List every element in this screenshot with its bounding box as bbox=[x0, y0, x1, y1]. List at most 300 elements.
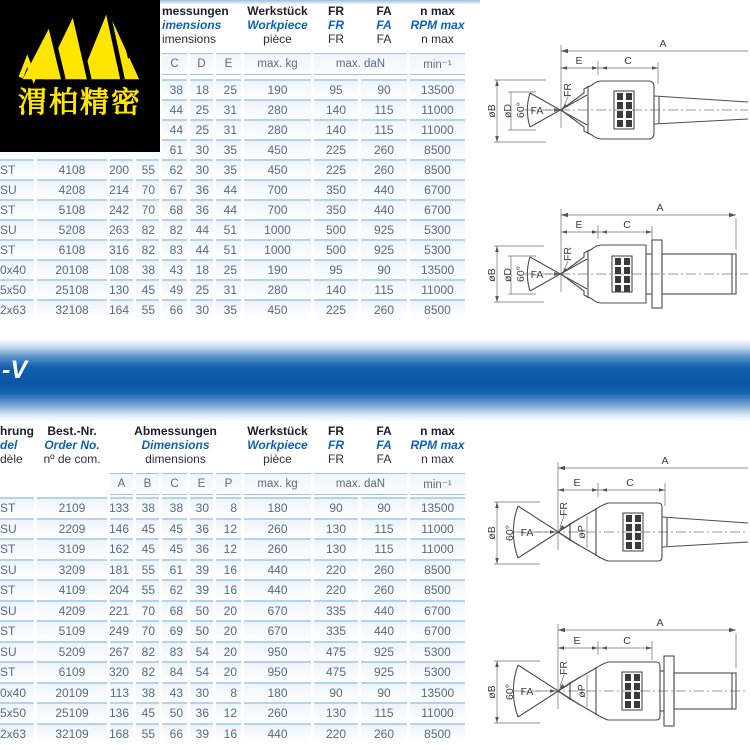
header-en: Workpiece bbox=[247, 18, 308, 32]
cell-dim-4: 54 bbox=[190, 641, 213, 662]
cell-fa-max-dan: 925 bbox=[361, 239, 407, 259]
cell-dim-3: 83 bbox=[162, 641, 187, 662]
fa-force-label: FA bbox=[520, 527, 534, 539]
fa-force-label: FA bbox=[520, 686, 534, 698]
header-de: FR bbox=[328, 4, 344, 18]
subheader-max-kg: max. kg bbox=[244, 53, 311, 75]
cell-dim-5: 16 bbox=[216, 579, 241, 600]
cell-model: ST bbox=[0, 159, 34, 179]
cell-model: ST bbox=[0, 199, 34, 219]
cell-dim-2: 70 bbox=[136, 620, 159, 641]
cell-fa-max-dan: 260 bbox=[361, 139, 407, 159]
cell-dim-2: 55 bbox=[136, 723, 159, 744]
table-row bbox=[0, 538, 468, 559]
header-fr: dimensions bbox=[145, 452, 206, 466]
cell-dim-5: 8 bbox=[216, 497, 241, 518]
cell-dim-2: 55 bbox=[136, 159, 159, 179]
header-de: Werkstück bbox=[247, 424, 308, 438]
table-row bbox=[0, 702, 468, 723]
brand-logo bbox=[0, 0, 160, 152]
cell-fr-max-dan: 335 bbox=[314, 620, 358, 641]
cell-fr-max-dan: 220 bbox=[314, 579, 358, 600]
cell-fa-max-dan: 260 bbox=[361, 723, 407, 744]
cell-fa-max-dan: 925 bbox=[361, 661, 407, 682]
cell-dim-5: 8 bbox=[216, 682, 241, 703]
subheader-blank bbox=[0, 473, 34, 495]
header-de: FR bbox=[328, 424, 344, 438]
cell-dim-3: 49 bbox=[162, 279, 187, 299]
cell-fr-max-dan: 130 bbox=[314, 702, 358, 723]
table-body bbox=[0, 497, 468, 743]
cell-dim-1: 267 bbox=[110, 641, 133, 662]
column-header-fr bbox=[314, 4, 358, 50]
cell-dim-1: 113 bbox=[110, 682, 133, 703]
dimension-label-a: A bbox=[659, 38, 667, 50]
header-en: FR bbox=[328, 438, 344, 452]
subheader-min: min⁻¹ bbox=[410, 53, 465, 75]
cell-dim-4: 18 bbox=[190, 79, 213, 99]
cell-model: 2x63 bbox=[0, 723, 34, 744]
cell-dim-1: 242 bbox=[110, 199, 133, 219]
cell-dim-5: 16 bbox=[216, 559, 241, 580]
cell-fr-max-dan: 90 bbox=[314, 497, 358, 518]
column-header-nmax bbox=[410, 4, 465, 50]
cell-n-max: 13500 bbox=[410, 259, 465, 279]
dimension-label-ob: øB bbox=[486, 104, 498, 118]
cell-dim-2: 45 bbox=[136, 518, 159, 539]
dimension-label-op: øP bbox=[576, 525, 588, 539]
cell-dim-3: 67 bbox=[162, 179, 187, 199]
cell-dim-4: 36 bbox=[190, 538, 213, 559]
cell-dim-5: 25 bbox=[216, 259, 241, 279]
cell-model: 5x50 bbox=[0, 279, 34, 299]
cell-dim-2: 82 bbox=[136, 661, 159, 682]
table-row bbox=[0, 497, 468, 518]
cell-workpiece-max-kg: 280 bbox=[244, 99, 311, 119]
cell-fr-max-dan: 335 bbox=[314, 600, 358, 621]
cell-dim-1: 204 bbox=[110, 579, 133, 600]
cell-dim-5: 20 bbox=[216, 641, 241, 662]
cell-model: 0x40 bbox=[0, 259, 34, 279]
cell-n-max: 6700 bbox=[410, 620, 465, 641]
cell-dim-3: 61 bbox=[162, 559, 187, 580]
series-banner bbox=[0, 340, 750, 422]
cell-dim-3: 68 bbox=[162, 600, 187, 621]
header-en: Dimensions bbox=[141, 438, 210, 452]
table-row bbox=[0, 259, 468, 279]
cell-model: ST bbox=[0, 239, 34, 259]
cell-n-max: 11000 bbox=[410, 518, 465, 539]
cell-order: 5108 bbox=[37, 199, 107, 219]
dimension-label-e: E bbox=[575, 55, 583, 67]
cell-dim-2: 70 bbox=[136, 179, 159, 199]
dimension-label-od: øD bbox=[502, 104, 514, 118]
cell-dim-5: 16 bbox=[216, 723, 241, 744]
series-banner-label: -V bbox=[2, 356, 27, 384]
table-row bbox=[0, 641, 468, 662]
cell-n-max: 5300 bbox=[410, 661, 465, 682]
header-fr: FR bbox=[328, 32, 344, 46]
subheader-dim: B bbox=[136, 473, 159, 495]
angle-label: 60° bbox=[504, 525, 516, 541]
cell-fr-max-dan: 95 bbox=[314, 259, 358, 279]
column-header-workpiece bbox=[244, 424, 311, 470]
cell-model: 0x40 bbox=[0, 682, 34, 703]
cell-workpiece-max-kg: 180 bbox=[244, 682, 311, 703]
cell-dim-3: 44 bbox=[162, 99, 187, 119]
cell-n-max: 8500 bbox=[410, 723, 465, 744]
cell-workpiece-max-kg: 450 bbox=[244, 159, 311, 179]
cell-dim-4: 44 bbox=[190, 219, 213, 239]
cell-dim-5: 51 bbox=[216, 239, 241, 259]
table-row bbox=[0, 279, 468, 299]
cell-order: 20108 bbox=[37, 259, 107, 279]
cell-dim-1: 221 bbox=[110, 600, 133, 621]
cell-order: 5209 bbox=[37, 641, 107, 662]
cell-dim-1: 181 bbox=[110, 559, 133, 580]
cell-dim-5: 12 bbox=[216, 702, 241, 723]
subheader-dim: C bbox=[162, 473, 187, 495]
cell-dim-5: 31 bbox=[216, 119, 241, 139]
cell-dim-3: 84 bbox=[162, 661, 187, 682]
header-en: Order No. bbox=[44, 438, 100, 452]
table-row bbox=[0, 199, 468, 219]
subheader-dim: P bbox=[216, 473, 241, 495]
header-en: Workpiece bbox=[247, 438, 308, 452]
brand-name: 渭柏精密 bbox=[17, 87, 142, 119]
cell-workpiece-max-kg: 260 bbox=[244, 538, 311, 559]
cell-dim-5: 31 bbox=[216, 279, 241, 299]
cell-dim-4: 54 bbox=[190, 661, 213, 682]
dimension-label-c: C bbox=[626, 477, 634, 489]
cell-dim-5: 44 bbox=[216, 199, 241, 219]
table-row bbox=[0, 219, 468, 239]
fr-force-label: FR bbox=[558, 502, 570, 516]
cell-order: 32108 bbox=[37, 299, 107, 319]
cell-dim-4: 30 bbox=[190, 139, 213, 159]
subheader-dim: D bbox=[190, 53, 213, 75]
cell-fr-max-dan: 130 bbox=[314, 538, 358, 559]
header-fr: pièce bbox=[263, 32, 292, 46]
cell-fa-max-dan: 260 bbox=[361, 579, 407, 600]
cell-workpiece-max-kg: 1000 bbox=[244, 239, 311, 259]
cell-n-max: 5300 bbox=[410, 641, 465, 662]
header-de: messungen bbox=[162, 4, 229, 18]
cell-dim-5: 35 bbox=[216, 139, 241, 159]
cell-workpiece-max-kg: 180 bbox=[244, 497, 311, 518]
cell-workpiece-max-kg: 450 bbox=[244, 299, 311, 319]
cell-fa-max-dan: 90 bbox=[361, 259, 407, 279]
cell-order: 20109 bbox=[37, 682, 107, 703]
cell-workpiece-max-kg: 670 bbox=[244, 600, 311, 621]
dimension-label-a: A bbox=[656, 202, 664, 214]
column-header-fa bbox=[361, 4, 407, 50]
cell-dim-2: 38 bbox=[136, 259, 159, 279]
cell-model: SU bbox=[0, 559, 34, 580]
cell-dim-4: 36 bbox=[190, 518, 213, 539]
table-row bbox=[0, 559, 468, 580]
cell-fa-max-dan: 90 bbox=[361, 682, 407, 703]
cell-fa-max-dan: 440 bbox=[361, 179, 407, 199]
cell-order: 32109 bbox=[37, 723, 107, 744]
cell-n-max: 6700 bbox=[410, 179, 465, 199]
fa-force-label: FA bbox=[530, 105, 544, 117]
cell-workpiece-max-kg: 950 bbox=[244, 661, 311, 682]
cell-dim-5: 20 bbox=[216, 620, 241, 641]
cell-fr-max-dan: 140 bbox=[314, 99, 358, 119]
header-fr: imensions bbox=[162, 32, 217, 46]
cell-n-max: 8500 bbox=[410, 159, 465, 179]
cell-n-max: 11000 bbox=[410, 702, 465, 723]
cell-dim-5: 25 bbox=[216, 79, 241, 99]
cell-n-max: 11000 bbox=[410, 99, 465, 119]
cell-dim-1: 130 bbox=[110, 279, 133, 299]
cell-dim-3: 68 bbox=[162, 199, 187, 219]
cell-dim-1: 249 bbox=[110, 620, 133, 641]
cell-dim-4: 30 bbox=[190, 682, 213, 703]
cell-order: 6108 bbox=[37, 239, 107, 259]
subheader-blank bbox=[37, 473, 107, 495]
cell-dim-3: 43 bbox=[162, 682, 187, 703]
header-en: FA bbox=[376, 438, 392, 452]
cell-dim-1: 133 bbox=[110, 497, 133, 518]
cell-dim-2: 45 bbox=[136, 279, 159, 299]
subheader-dim: C bbox=[162, 53, 187, 75]
cell-order: 25108 bbox=[37, 279, 107, 299]
header-de: hrung bbox=[0, 424, 34, 438]
angle-label: 60° bbox=[515, 102, 527, 118]
table-header bbox=[0, 424, 468, 470]
cell-dim-5: 44 bbox=[216, 179, 241, 199]
table-row bbox=[0, 723, 468, 744]
cell-order: 5208 bbox=[37, 219, 107, 239]
header-en: del bbox=[0, 438, 18, 452]
table-row bbox=[0, 518, 468, 539]
cell-order: 3109 bbox=[37, 538, 107, 559]
cell-model: ST bbox=[0, 661, 34, 682]
header-fr: n max bbox=[421, 452, 454, 466]
cell-n-max: 6700 bbox=[410, 199, 465, 219]
cell-fa-max-dan: 115 bbox=[361, 279, 407, 299]
column-header-order bbox=[37, 424, 107, 470]
cell-dim-3: 45 bbox=[162, 518, 187, 539]
cell-n-max: 13500 bbox=[410, 682, 465, 703]
header-fr: FA bbox=[376, 32, 392, 46]
header-fr: pièce bbox=[263, 452, 292, 466]
cell-model: SU bbox=[0, 219, 34, 239]
cell-dim-3: 66 bbox=[162, 299, 187, 319]
cell-fr-max-dan: 500 bbox=[314, 239, 358, 259]
cell-dim-1: 146 bbox=[110, 518, 133, 539]
cell-dim-4: 44 bbox=[190, 239, 213, 259]
cell-dim-5: 20 bbox=[216, 661, 241, 682]
table-row bbox=[0, 661, 468, 682]
cell-fr-max-dan: 220 bbox=[314, 723, 358, 744]
cell-fr-max-dan: 350 bbox=[314, 179, 358, 199]
cell-workpiece-max-kg: 260 bbox=[244, 518, 311, 539]
cell-dim-4: 18 bbox=[190, 259, 213, 279]
fr-force-label: FR bbox=[562, 83, 574, 97]
cell-n-max: 5300 bbox=[410, 219, 465, 239]
cell-dim-5: 51 bbox=[216, 219, 241, 239]
cell-dim-4: 30 bbox=[190, 497, 213, 518]
cell-dim-2: 82 bbox=[136, 219, 159, 239]
cell-workpiece-max-kg: 440 bbox=[244, 579, 311, 600]
header-en: RPM max bbox=[410, 18, 465, 32]
cell-dim-3: 69 bbox=[162, 620, 187, 641]
cell-dim-4: 25 bbox=[190, 99, 213, 119]
header-de: Werkstück bbox=[247, 4, 308, 18]
cell-fa-max-dan: 440 bbox=[361, 620, 407, 641]
cell-fa-max-dan: 90 bbox=[361, 79, 407, 99]
cell-dim-1: 263 bbox=[110, 219, 133, 239]
cell-workpiece-max-kg: 280 bbox=[244, 119, 311, 139]
cell-dim-3: 50 bbox=[162, 702, 187, 723]
cell-dim-3: 45 bbox=[162, 538, 187, 559]
cell-n-max: 5300 bbox=[410, 239, 465, 259]
subheader-max-kg: max. kg bbox=[244, 473, 311, 495]
cell-dim-3: 44 bbox=[162, 119, 187, 139]
cell-n-max: 8500 bbox=[410, 139, 465, 159]
header-de: Abmessungen bbox=[134, 424, 217, 438]
cell-order: 4209 bbox=[37, 600, 107, 621]
dimension-label-e: E bbox=[573, 477, 581, 489]
cell-fr-max-dan: 475 bbox=[314, 661, 358, 682]
table-subheader bbox=[0, 473, 468, 495]
dimension-label-op: øP bbox=[576, 684, 588, 698]
header-en: FR bbox=[328, 18, 344, 32]
cell-fr-max-dan: 140 bbox=[314, 279, 358, 299]
subheader-max-dan: max. daN bbox=[314, 53, 407, 75]
cell-fa-max-dan: 90 bbox=[361, 497, 407, 518]
dimension-label-c: C bbox=[623, 635, 631, 647]
subheader-dim: A bbox=[110, 473, 133, 495]
cell-dim-1: 316 bbox=[110, 239, 133, 259]
cell-n-max: 11000 bbox=[410, 279, 465, 299]
cell-dim-1: 164 bbox=[110, 299, 133, 319]
column-header-fr bbox=[314, 424, 358, 470]
cell-n-max: 11000 bbox=[410, 538, 465, 559]
cell-dim-1: 162 bbox=[110, 538, 133, 559]
header-fr: nº de com. bbox=[43, 452, 101, 466]
header-fr: FR bbox=[328, 452, 344, 466]
fr-force-label: FR bbox=[558, 661, 570, 675]
cell-dim-2: 82 bbox=[136, 239, 159, 259]
column-header-dimensions bbox=[110, 424, 241, 470]
column-header-nmax bbox=[410, 424, 465, 470]
cell-fr-max-dan: 140 bbox=[314, 119, 358, 139]
header-de: FA bbox=[376, 4, 392, 18]
angle-label: 60° bbox=[504, 684, 516, 700]
cell-fr-max-dan: 95 bbox=[314, 79, 358, 99]
column-header-model bbox=[0, 424, 34, 470]
cell-dim-4: 30 bbox=[190, 299, 213, 319]
table-row bbox=[0, 159, 468, 179]
cell-dim-5: 20 bbox=[216, 600, 241, 621]
fa-force-label: FA bbox=[530, 269, 544, 281]
header-en: RPM max bbox=[410, 438, 465, 452]
cell-dim-3: 66 bbox=[162, 723, 187, 744]
cell-dim-1: 214 bbox=[110, 179, 133, 199]
cell-model: ST bbox=[0, 497, 34, 518]
cell-fr-max-dan: 350 bbox=[314, 199, 358, 219]
cell-model: SU bbox=[0, 600, 34, 621]
dimension-label-a: A bbox=[656, 617, 664, 629]
cell-order: 3209 bbox=[37, 559, 107, 580]
subheader-min: min⁻¹ bbox=[410, 473, 465, 495]
cell-fa-max-dan: 115 bbox=[361, 538, 407, 559]
cell-dim-4: 30 bbox=[190, 159, 213, 179]
cell-dim-3: 38 bbox=[162, 79, 187, 99]
cell-dim-4: 25 bbox=[190, 119, 213, 139]
cell-dim-2: 45 bbox=[136, 538, 159, 559]
dimension-label-ob: øB bbox=[486, 685, 498, 699]
cell-dim-3: 82 bbox=[162, 219, 187, 239]
cell-dim-4: 36 bbox=[190, 179, 213, 199]
cell-order: 25109 bbox=[37, 702, 107, 723]
cell-order: 4108 bbox=[37, 159, 107, 179]
cell-model: 2x63 bbox=[0, 299, 34, 319]
technical-drawing-flange-shank bbox=[480, 192, 750, 337]
cell-dim-3: 62 bbox=[162, 579, 187, 600]
dimension-label-e: E bbox=[575, 219, 583, 231]
table-row bbox=[0, 579, 468, 600]
cell-fr-max-dan: 90 bbox=[314, 682, 358, 703]
header-de: Best.-Nr. bbox=[47, 424, 97, 438]
cell-n-max: 13500 bbox=[410, 497, 465, 518]
cell-workpiece-max-kg: 280 bbox=[244, 279, 311, 299]
header-en: imensions bbox=[162, 18, 222, 32]
dimension-label-ob: øB bbox=[486, 268, 498, 282]
dimension-label-od: øD bbox=[502, 268, 514, 282]
cell-dim-1: 136 bbox=[110, 702, 133, 723]
cell-workpiece-max-kg: 440 bbox=[244, 723, 311, 744]
cell-order: 2209 bbox=[37, 518, 107, 539]
cell-dim-1: 168 bbox=[110, 723, 133, 744]
cell-fr-max-dan: 220 bbox=[314, 559, 358, 580]
header-fr: FA bbox=[376, 452, 392, 466]
dimension-label-a: A bbox=[661, 455, 669, 467]
cell-dim-4: 39 bbox=[190, 559, 213, 580]
cell-dim-4: 39 bbox=[190, 723, 213, 744]
cell-fr-max-dan: 500 bbox=[314, 219, 358, 239]
cell-model: ST bbox=[0, 620, 34, 641]
cell-n-max: 6700 bbox=[410, 600, 465, 621]
cell-fa-max-dan: 260 bbox=[361, 159, 407, 179]
cell-model: SU bbox=[0, 641, 34, 662]
cell-dim-4: 25 bbox=[190, 279, 213, 299]
cell-dim-2: 70 bbox=[136, 199, 159, 219]
cell-order: 4208 bbox=[37, 179, 107, 199]
cell-order: 5109 bbox=[37, 620, 107, 641]
subheader-max-dan: max. daN bbox=[314, 473, 407, 495]
cell-workpiece-max-kg: 700 bbox=[244, 179, 311, 199]
cell-dim-2: 55 bbox=[136, 559, 159, 580]
cell-dim-3: 62 bbox=[162, 159, 187, 179]
cell-fa-max-dan: 440 bbox=[361, 199, 407, 219]
cell-dim-2: 70 bbox=[136, 600, 159, 621]
cell-dim-5: 31 bbox=[216, 99, 241, 119]
subheader-dim: E bbox=[190, 473, 213, 495]
cell-workpiece-max-kg: 950 bbox=[244, 641, 311, 662]
cell-dim-4: 36 bbox=[190, 702, 213, 723]
cell-fr-max-dan: 475 bbox=[314, 641, 358, 662]
cell-workpiece-max-kg: 260 bbox=[244, 702, 311, 723]
cell-model: SU bbox=[0, 518, 34, 539]
cell-order: 2109 bbox=[37, 497, 107, 518]
cell-dim-2: 55 bbox=[136, 299, 159, 319]
cell-workpiece-max-kg: 450 bbox=[244, 139, 311, 159]
